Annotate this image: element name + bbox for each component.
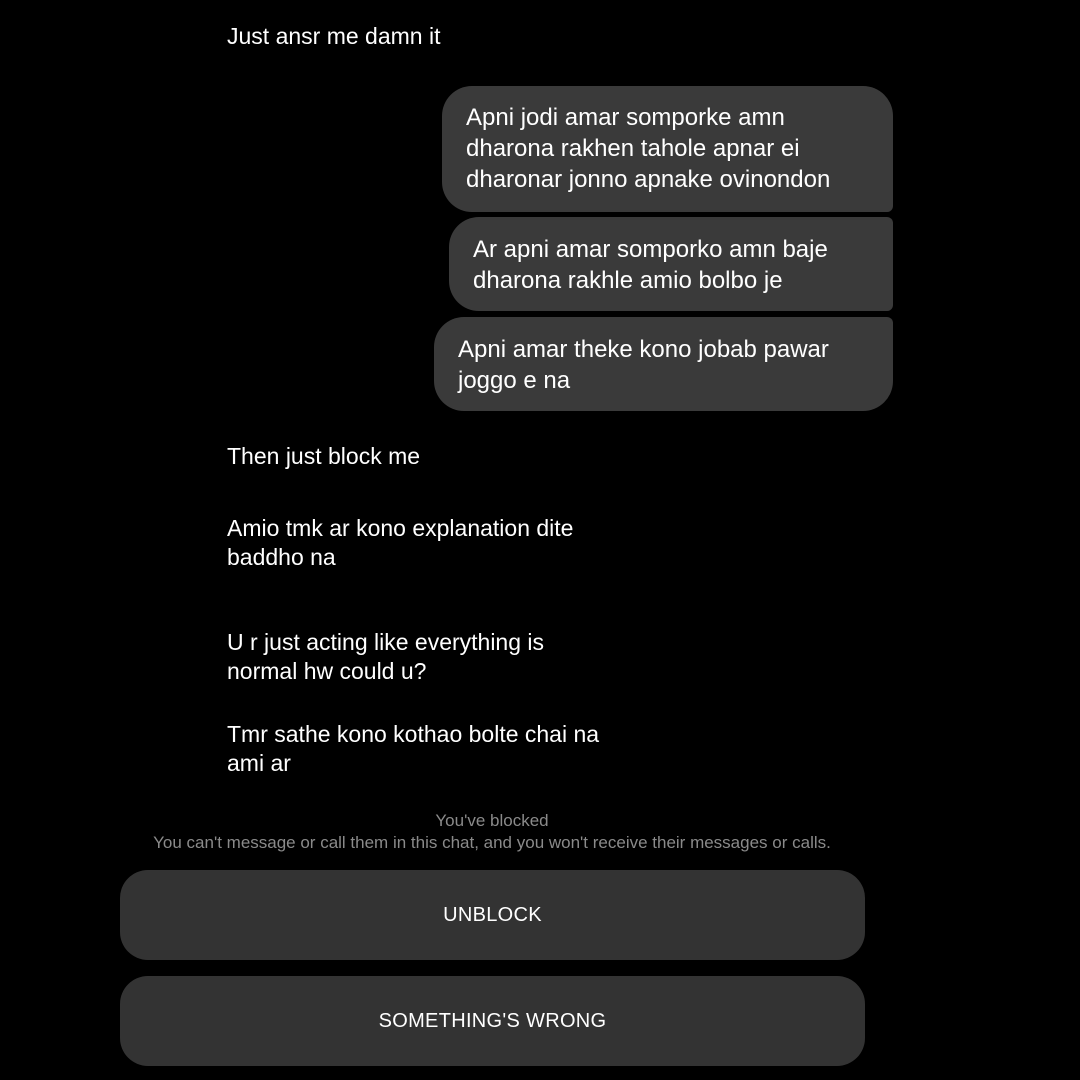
outgoing-message-bubble[interactable]: Apni jodi amar somporke amn dharona rakhen tahole apnar ei dharonar jonno apnake ovinondon [442,86,893,212]
something-wrong-button-label: SOMETHING'S WRONG [378,1009,607,1032]
something-wrong-button[interactable] [120,976,865,1066]
incoming-message[interactable]: U r just acting like everything is normal hw could u? [227,629,545,684]
incoming-message[interactable]: Amio tmk ar kono explanation dite baddho na [227,515,574,570]
unblock-button[interactable] [120,870,865,960]
unblock-button-label: UNBLOCK [443,903,542,926]
outgoing-message-bubble[interactable]: Ar apni amar somporko amn baje dharona rakhle amio bolbo je [449,217,893,311]
incoming-message[interactable]: Just ansr me damn it [227,23,441,49]
incoming-message[interactable]: Tmr sathe kono kothao bolte chai na ami ar [227,721,600,776]
incoming-message[interactable]: Then just block me [227,443,421,469]
blocked-title: You've blocked [435,811,549,830]
outgoing-message-bubble[interactable]: Apni amar theke kono jobab pawar joggo e na [434,317,893,411]
blocked-notice [0,810,984,854]
blocked-description: You can't message or call them in this chat, and you won't receive their messages or calls. [153,833,831,852]
